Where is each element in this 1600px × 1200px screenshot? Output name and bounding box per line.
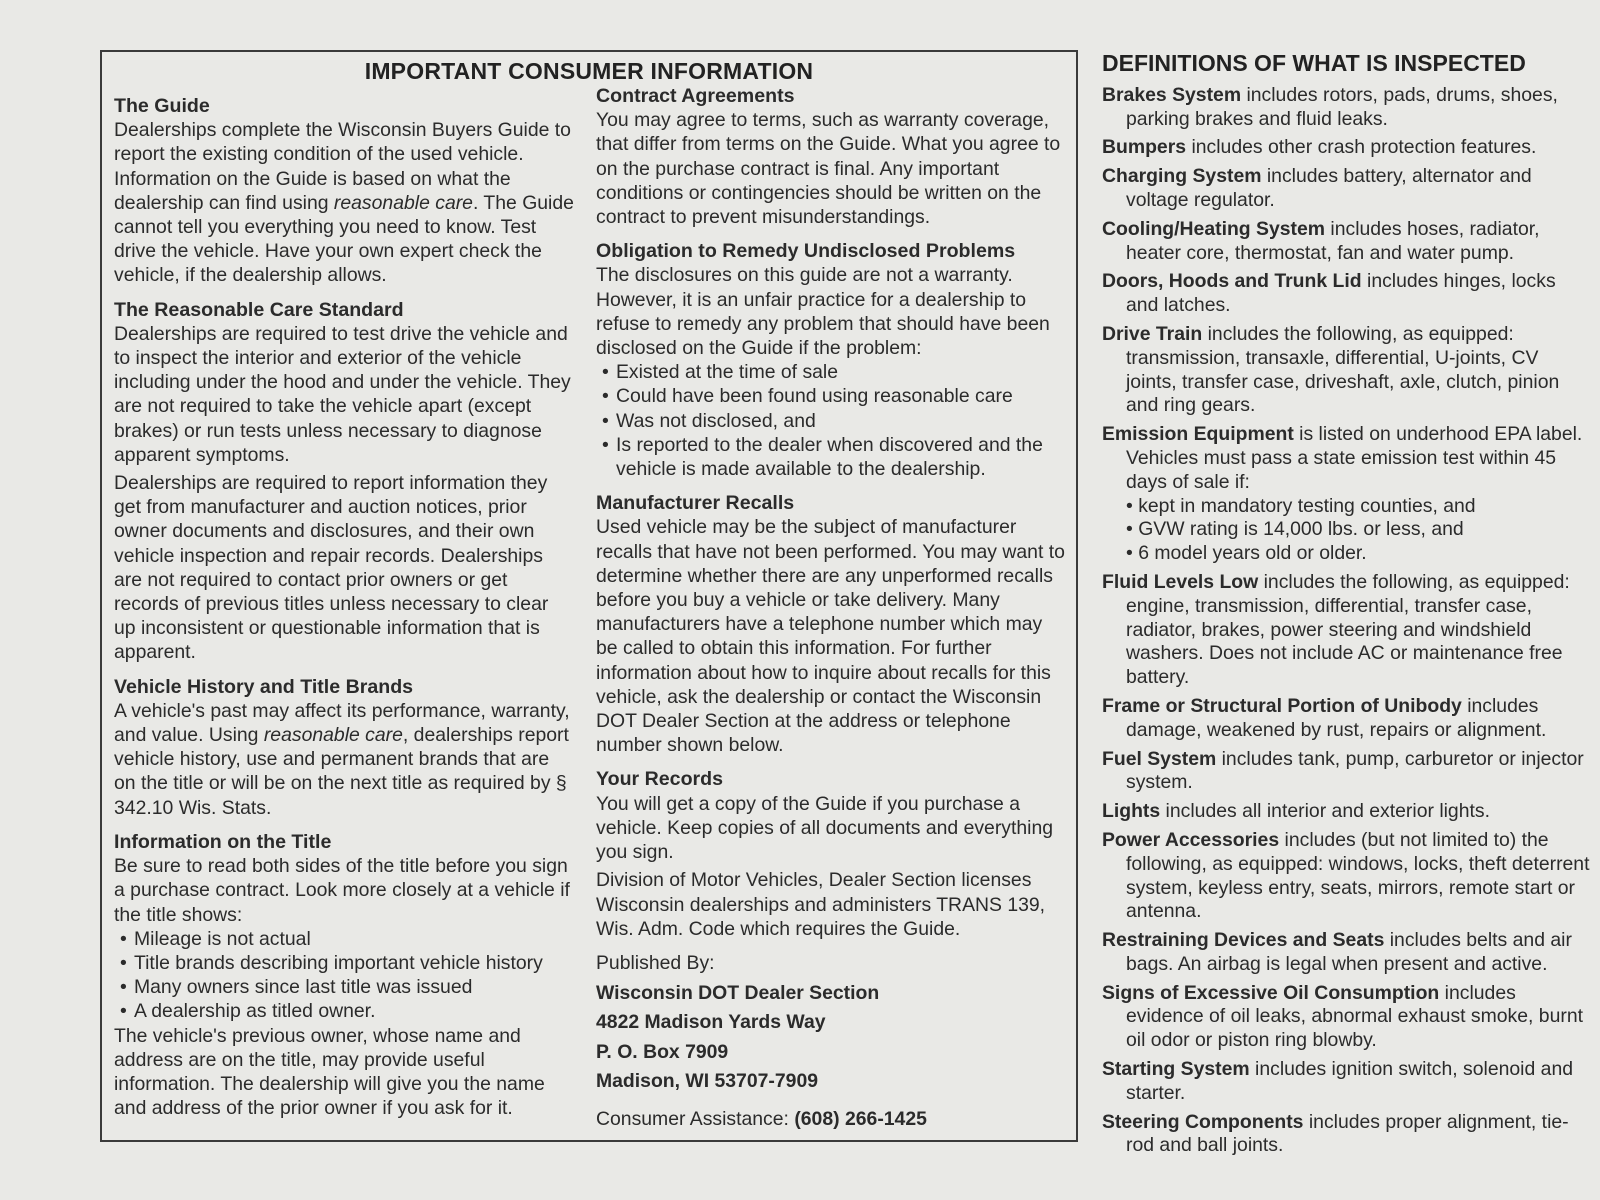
definitions-title: DEFINITIONS OF WHAT IS INSPECTED bbox=[1102, 50, 1526, 76]
publisher-street: 4822 Madison Yards Way bbox=[596, 1011, 826, 1034]
definition-item bbox=[1102, 695, 1592, 743]
list-item: • Is reported to the dealer when discovered and the vehicle is made available to the dealership. bbox=[596, 433, 1066, 481]
publisher-city: Madison, WI 53707-7909 bbox=[596, 1069, 819, 1092]
definition-item bbox=[1102, 165, 1592, 213]
definition-item bbox=[1102, 270, 1592, 318]
assist-phone: (608) 266-1425 bbox=[794, 1107, 927, 1130]
consumer-assistance bbox=[596, 1107, 1066, 1131]
obligation-text: The disclosures on this guide are not a warranty. However, it is an unfair practice for a dealership to refuse to remedy any problem that should have been disclosed on the Guide if the problem: bbox=[596, 264, 1050, 360]
definition-text: includes (but not limited to) the following, as equipped: windows, locks, theft deterrent system, keyless entry, seats, mirrors, remote start or antenna. bbox=[1126, 828, 1590, 923]
heading-records: Your Records bbox=[596, 768, 724, 791]
definition-term: Restraining Devices and Seats bbox=[1102, 929, 1385, 952]
definition-text: is listed on underhood EPA label. Vehicles must pass a state emission test within 45 days of sale if: bbox=[1126, 423, 1583, 493]
history-text-em: reasonable care bbox=[263, 724, 403, 747]
definition-term: Doors, Hoods and Trunk Lid bbox=[1102, 270, 1362, 293]
history-text-a: A vehicle's past may affect its performance, warranty, and value. Using bbox=[114, 699, 570, 747]
emission-bullets bbox=[1126, 495, 1592, 566]
definition-term: Charging System bbox=[1102, 165, 1262, 188]
published-by bbox=[596, 951, 1066, 1131]
definition-term: Steering Components bbox=[1102, 1110, 1304, 1133]
history-text bbox=[114, 699, 574, 820]
title-info-outro: The vehicle's previous owner, whose name and address are on the title, may provide useful information. The dealership will give you the name and address of the prior owner if you ask for it. bbox=[114, 1024, 545, 1120]
list-item: • Could have been found using reasonable care bbox=[596, 384, 1066, 408]
definition-text: includes evidence of oil leaks, abnormal exhaust smoke, burnt oil odor or piston ring blowby. bbox=[1126, 981, 1584, 1052]
definition-term: Emission Equipment bbox=[1102, 423, 1294, 446]
records-p1: You will get a copy of the Guide if you purchase a vehicle. Keep copies of all documents and everything you sign. bbox=[596, 792, 1054, 864]
definition-text: includes the following, as equipped: engine, transmission, differential, transfer case, radiator, brakes, power steering and windshield washers. Does not include AC or maintenance free battery. bbox=[1126, 570, 1570, 689]
box-title: IMPORTANT CONSUMER INFORMATION bbox=[364, 58, 814, 84]
definition-item bbox=[1102, 800, 1592, 824]
definition-text: includes hoses, radiator, heater core, thermostat, fan and water pump. bbox=[1126, 217, 1540, 264]
history-text-b: , dealerships report vehicle history, use and permanent brands that are on the title or will be on the next title as required by § 342.10 Wis. Stats. bbox=[114, 724, 569, 819]
section-reasonable-care bbox=[114, 298, 574, 665]
records-p2: Division of Motor Vehicles, Dealer Section licenses Wisconsin dealerships and administers TRANS 139, Wis. Adm. Code which requires the Guide. bbox=[596, 869, 1046, 940]
section-contract bbox=[596, 84, 1066, 229]
definition-item bbox=[1102, 982, 1592, 1053]
definition-item bbox=[1102, 1111, 1592, 1159]
definition-term: Fuel System bbox=[1102, 747, 1217, 770]
list-item: • Title brands describing important vehicle history bbox=[114, 951, 574, 975]
list-item: • kept in mandatory testing counties, and bbox=[1126, 495, 1592, 519]
section-recalls bbox=[596, 491, 1066, 757]
definition-item bbox=[1102, 323, 1592, 418]
definition-term: Cooling/Heating System bbox=[1102, 217, 1326, 240]
guide-text bbox=[114, 118, 574, 287]
publisher-org: Wisconsin DOT Dealer Section bbox=[596, 982, 880, 1005]
definition-text: includes the following, as equipped: transmission, transaxle, differential, U-joints, CV joints, transfer case, driveshaft, axle, clutch, pinion and ring gears. bbox=[1126, 322, 1560, 417]
section-history bbox=[114, 675, 574, 820]
definition-term: Lights bbox=[1102, 800, 1161, 823]
publisher-pobox: P. O. Box 7909 bbox=[596, 1040, 729, 1063]
list-item: • GVW rating is 14,000 lbs. or less, and bbox=[1126, 518, 1592, 542]
definition-term: Bumpers bbox=[1102, 136, 1187, 159]
title-info-bullets bbox=[114, 927, 574, 1024]
definition-text: includes rotors, pads, drums, shoes, parking brakes and fluid leaks. bbox=[1126, 83, 1558, 130]
section-guide bbox=[114, 94, 574, 288]
section-title-info bbox=[114, 830, 574, 1120]
definition-text: includes all interior and exterior lights. bbox=[1160, 800, 1490, 823]
left-column bbox=[114, 94, 574, 1130]
recalls-text: Used vehicle may be the subject of manufacturer recalls that have not been performed. You may want to determine whether there are any unperformed recalls before you buy a vehicle or take delivery. Many manufacturers have a telephone number which may be called to obtain this information. For further information about how to inquire about recalls for this vehicle, ask the dealership or contact the Wisconsin DOT Dealer Section at the address or telephone number shown below. bbox=[596, 516, 1065, 757]
list-item: • Mileage is not actual bbox=[114, 927, 574, 951]
list-item: • Was not disclosed, and bbox=[596, 409, 1066, 433]
list-item: • 6 model years old or older. bbox=[1126, 542, 1592, 566]
reasonable-care-p2: Dealerships are required to report information they get from manufacturer and auction notices, prior owner documents and disclosures, and their own vehicle inspection and repair records. Dealerships are not required to contact prior owners or get records of previous titles unless necessary to clear up inconsistent or questionable information that is apparent. bbox=[114, 472, 549, 664]
assist-label: Consumer Assistance: bbox=[596, 1107, 795, 1130]
contract-text: You may agree to terms, such as warranty coverage, that differ from terms on the Guide. What you agree to on the purchase contract is final. Any important conditions or contingencies should be written on the contract to prevent misunderstandings. bbox=[596, 109, 1061, 229]
published-label: Published By: bbox=[596, 951, 715, 974]
definition-term: Power Accessories bbox=[1102, 828, 1280, 851]
definition-text: includes battery, alternator and voltage regulator. bbox=[1126, 165, 1532, 211]
definition-item bbox=[1102, 929, 1592, 977]
heading-obligation: Obligation to Remedy Undisclosed Problems bbox=[596, 240, 1016, 263]
list-item: • A dealership as titled owner. bbox=[114, 999, 574, 1023]
guide-text-em: reasonable care bbox=[333, 191, 473, 214]
definition-term: Drive Train bbox=[1102, 322, 1203, 345]
title-info-intro: Be sure to read both sides of the title before you sign a purchase contract. Look more closely at a vehicle if the title shows: bbox=[114, 855, 570, 926]
guide-text-a: Dealerships complete the Wisconsin Buyers Guide to report the existing condition of the used vehicle. Information on the Guide is based on what the dealership can find using bbox=[114, 119, 571, 214]
definition-term: Frame or Structural Portion of Unibody bbox=[1102, 694, 1462, 717]
definition-term: Fluid Levels Low bbox=[1102, 570, 1259, 593]
heading-title-info: Information on the Title bbox=[114, 830, 332, 853]
definition-item bbox=[1102, 1058, 1592, 1106]
consumer-info-box bbox=[100, 50, 1078, 1142]
definition-item bbox=[1102, 218, 1592, 266]
middle-column bbox=[596, 84, 1066, 1131]
definition-item bbox=[1102, 136, 1592, 160]
definition-text: includes tank, pump, carburetor or injector system. bbox=[1126, 747, 1584, 794]
heading-contract: Contract Agreements bbox=[596, 85, 795, 107]
reasonable-care-p1: Dealerships are required to test drive the vehicle and to inspect the interior and exterior of the vehicle including under the hood and under the vehicle. They are not required to take the vehicle apart (except brakes) or run tests unless necessary to diagnose apparent symptoms. bbox=[114, 322, 571, 466]
definition-text: includes belts and air bags. An airbag is legal when present and active. bbox=[1126, 929, 1572, 975]
definitions-column bbox=[1102, 52, 1592, 1163]
definition-item bbox=[1102, 423, 1592, 566]
definition-item bbox=[1102, 84, 1592, 132]
heading-reasonable-care: The Reasonable Care Standard bbox=[114, 298, 404, 321]
section-records bbox=[596, 767, 1066, 940]
definition-text: includes damage, weakened by rust, repairs or alignment. bbox=[1126, 694, 1547, 741]
definition-text: includes other crash protection features. bbox=[1186, 136, 1537, 159]
definition-term: Brakes System bbox=[1102, 83, 1242, 106]
heading-guide: The Guide bbox=[114, 95, 210, 117]
list-item: • Many owners since last title was issued bbox=[114, 975, 574, 999]
definition-term: Starting System bbox=[1102, 1058, 1250, 1081]
definition-item bbox=[1102, 571, 1592, 690]
list-item: • Existed at the time of sale bbox=[596, 360, 1066, 384]
definition-text: includes hinges, locks and latches. bbox=[1126, 270, 1556, 317]
section-obligation bbox=[596, 239, 1066, 481]
definition-text: includes ignition switch, solenoid and starter. bbox=[1126, 1058, 1574, 1104]
definition-text: includes proper alignment, tie-rod and ball joints. bbox=[1126, 1110, 1569, 1157]
guide-text-b: . The Guide cannot tell you everything you need to know. Test drive the vehicle. Have your own expert check the vehicle, if the dealership allows. bbox=[114, 191, 574, 287]
heading-recalls: Manufacturer Recalls bbox=[596, 492, 795, 515]
definition-item bbox=[1102, 829, 1592, 924]
definition-item bbox=[1102, 748, 1592, 796]
heading-history: Vehicle History and Title Brands bbox=[114, 675, 414, 698]
definition-term: Signs of Excessive Oil Consumption bbox=[1102, 981, 1440, 1004]
obligation-bullets bbox=[596, 360, 1066, 481]
